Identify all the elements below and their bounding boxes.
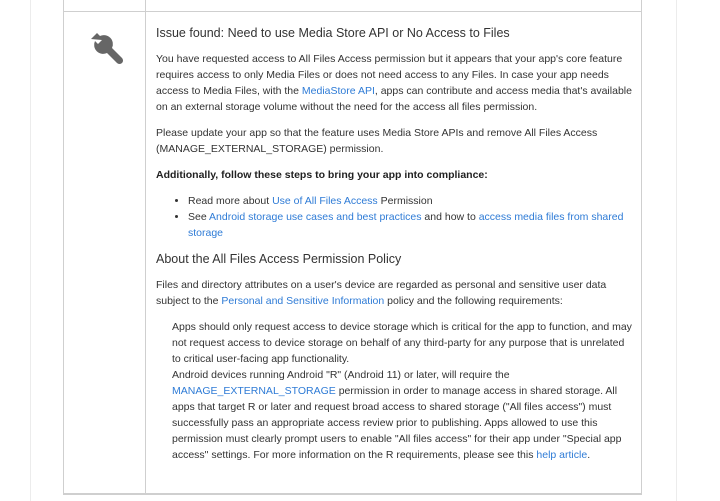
manage-external-storage-link[interactable]: MANAGE_EXTERNAL_STORAGE bbox=[172, 385, 336, 397]
access-media-files-link[interactable]: access media files from shared storage bbox=[188, 211, 624, 239]
list-item: • See Android storage use cases and best practices and how to access media files from shared storage bbox=[188, 209, 634, 241]
personal-sensitive-info-link[interactable]: Personal and Sensitive Information bbox=[221, 295, 385, 307]
requirement-1: Apps should only request access to device storage which is critical for the app to function, and may not request access to device storage on behalf of any third-party for any purpose that is unrelated to critical user-facing app functionality. bbox=[172, 321, 632, 365]
all-files-access-link[interactable]: Use of All Files Access bbox=[272, 195, 378, 207]
requirement-2: Android devices running Android "R" (Android 11) or later, will require the MANAGE_EXTERNAL_STORAGE permission in order to manage access in shared storage. All apps that target R or later and request broad access to shared storage ("All files access") must successfully pass an appropriate access review prior to publishing. Apps allowed to use this permission must clearly prompt users to enable "All files access" for their app under "Special app access" settings. For more information on the R requirements, please see this help article. bbox=[172, 369, 622, 461]
issue-content bbox=[156, 25, 634, 463]
steps-heading: Additionally, follow these steps to bring your app into compliance: bbox=[156, 169, 488, 181]
policy-title: About the All Files Access Permission Policy bbox=[156, 252, 402, 266]
issue-paragraph-2: Please update your app so that the feature uses Media Store APIs and remove All Files Access (MANAGE_EXTERNAL_STORAGE) permission. bbox=[156, 127, 598, 155]
help-article-link[interactable]: help article bbox=[536, 449, 588, 461]
previous-row-strip bbox=[63, 0, 642, 11]
wrench-icon bbox=[86, 28, 126, 68]
column-divider bbox=[145, 0, 146, 495]
steps-list bbox=[156, 193, 634, 241]
mediastore-api-link[interactable]: MediaStore API bbox=[301, 85, 375, 97]
issue-paragraph-1: You have requested access to All Files Access permission but it appears that your app's core feature requires access to only Media Files or does not need access to any Files. In case your app needs access to Media Files, with the MediaStore API, apps can contribute and access media that's available on an external storage volume without the need for the access all files permission. bbox=[156, 53, 632, 113]
storage-best-practices-link[interactable]: Android storage use cases and best practices bbox=[209, 211, 422, 223]
list-item: • Read more about Use of All Files Access Permission bbox=[188, 193, 634, 209]
requirements-block bbox=[172, 319, 634, 463]
policy-paragraph-1: Files and directory attributes on a user's device are regarded as personal and sensitive user data subject to the Personal and Sensitive Information policy and the following requirements: bbox=[156, 279, 607, 307]
issue-title: Issue found: Need to use Media Store API or No Access to Files bbox=[156, 26, 510, 40]
